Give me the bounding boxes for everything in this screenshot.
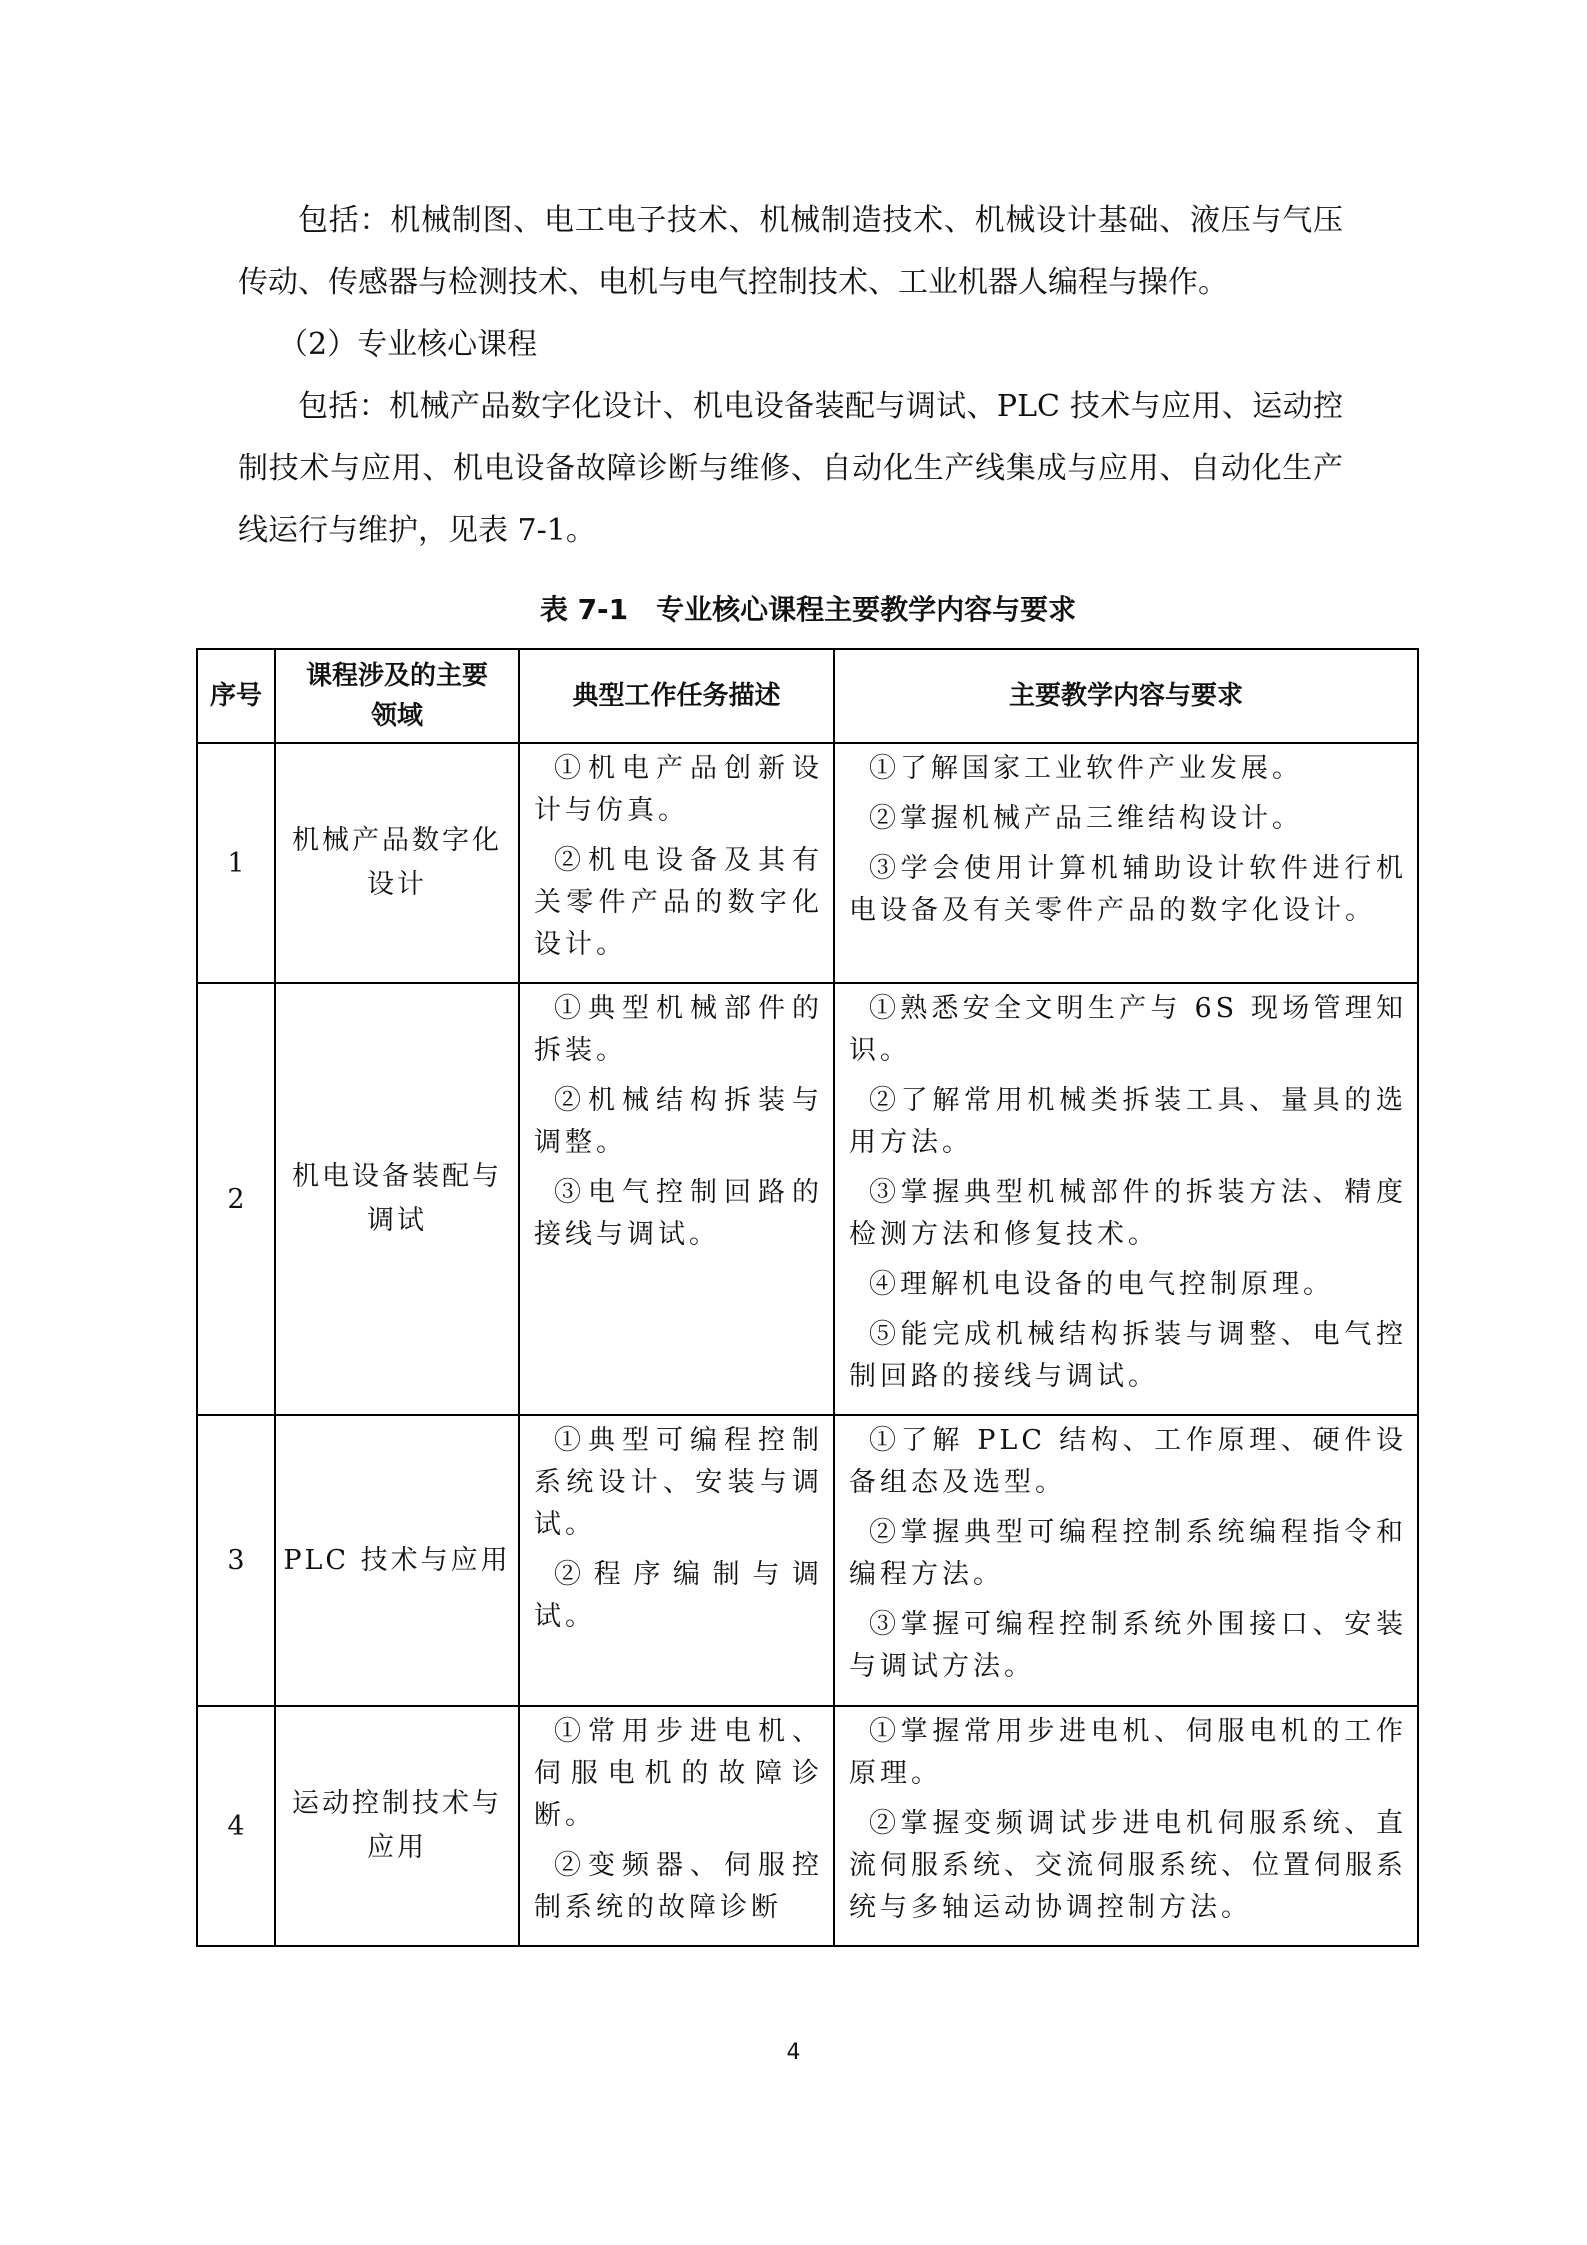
row-area: 机电设备装配与调试 [275,983,519,1415]
task-item: ②变频器、伺服控制系统的故障诊断 [534,1850,823,1923]
paragraph-core-courses: 包括：机械产品数字化设计、机电设备装配与调试、PLC 技术与应用、运动控制技术与应用、机电设备故障诊断与维修、自动化生产线集成与应用、自动化生产线运行与维护，见表 7-1。 [238,389,1343,548]
row-requirements [834,1415,1418,1706]
row-tasks [519,743,834,983]
row-requirements [834,1706,1418,1946]
row-tasks [519,1706,834,1946]
task-item: ①常用步进电机、伺服电机的故障诊断。 [534,1716,823,1831]
requirement-item: ③掌握可编程控制系统外围接口、安装与调试方法。 [849,1609,1407,1682]
table-row [197,1415,1418,1706]
header-area: 课程涉及的主要领域 [275,649,519,743]
requirement-item: ③掌握典型机械部件的拆装方法、精度检测方法和修复技术。 [849,1177,1407,1250]
header-requirements: 主要教学内容与要求 [834,649,1418,743]
task-item: ①机电产品创新设计与仿真。 [534,753,823,826]
requirement-item: ③学会使用计算机辅助设计软件进行机电设备及有关零件产品的数字化设计。 [849,853,1407,926]
table-row [197,1706,1418,1946]
header-tasks: 典型工作任务描述 [519,649,834,743]
row-area: PLC 技术与应用 [275,1415,519,1706]
row-index: 2 [197,983,275,1415]
row-index: 4 [197,1706,275,1946]
task-item: ①典型可编程控制系统设计、安装与调试。 [534,1425,823,1540]
task-item: ②机械结构拆装与调整。 [534,1085,823,1158]
requirement-item: ②了解常用机械类拆装工具、量具的选用方法。 [849,1085,1407,1158]
requirement-item: ②掌握典型可编程控制系统编程指令和编程方法。 [849,1517,1407,1590]
task-item: ①典型机械部件的拆装。 [534,993,823,1066]
table-caption: 表 7-1 专业核心课程主要教学内容与要求 [539,593,1077,626]
section-heading-core-courses: （2）专业核心课程 [278,327,538,362]
table-row [197,983,1418,1415]
requirement-item: ①了解国家工业软件产业发展。 [869,753,1303,784]
requirement-item: ①了解 PLC 结构、工作原理、硬件设备组态及选型。 [849,1425,1407,1498]
table-header-row [197,649,1418,743]
requirement-item: ②掌握变频调试步进电机伺服系统、直流伺服系统、交流伺服系统、位置伺服系统与多轴运动协调控制方法。 [849,1808,1407,1923]
requirement-item: ②掌握机械产品三维结构设计。 [869,803,1303,834]
requirement-item: ①掌握常用步进电机、伺服电机的工作原理。 [849,1716,1407,1789]
task-item: ③电气控制回路的接线与调试。 [534,1177,823,1250]
row-tasks [519,983,834,1415]
table-row [197,743,1418,983]
row-requirements [834,743,1418,983]
row-index: 3 [197,1415,275,1706]
page-number: 4 [786,2040,801,2065]
requirement-item: ①熟悉安全文明生产与 6S 现场管理知识。 [849,993,1407,1066]
row-area: 机械产品数字化设计 [275,743,519,983]
row-tasks [519,1415,834,1706]
row-requirements [834,983,1418,1415]
task-item: ②程序编制与调试。 [534,1559,823,1632]
requirement-item: ④理解机电设备的电气控制原理。 [869,1269,1334,1300]
row-area: 运动控制技术与应用 [275,1706,519,1946]
header-index: 序号 [197,649,275,743]
requirement-item: ⑤能完成机械结构拆装与调整、电气控制回路的接线与调试。 [849,1319,1407,1392]
paragraph-basic-courses: 包括：机械制图、电工电子技术、机械制造技术、机械设计基础、液压与气压传动、传感器与检测技术、电机与电气控制技术、工业机器人编程与操作。 [238,203,1343,300]
core-courses-table [196,648,1419,1947]
row-index: 1 [197,743,275,983]
task-item: ②机电设备及其有关零件产品的数字化设计。 [534,845,823,960]
